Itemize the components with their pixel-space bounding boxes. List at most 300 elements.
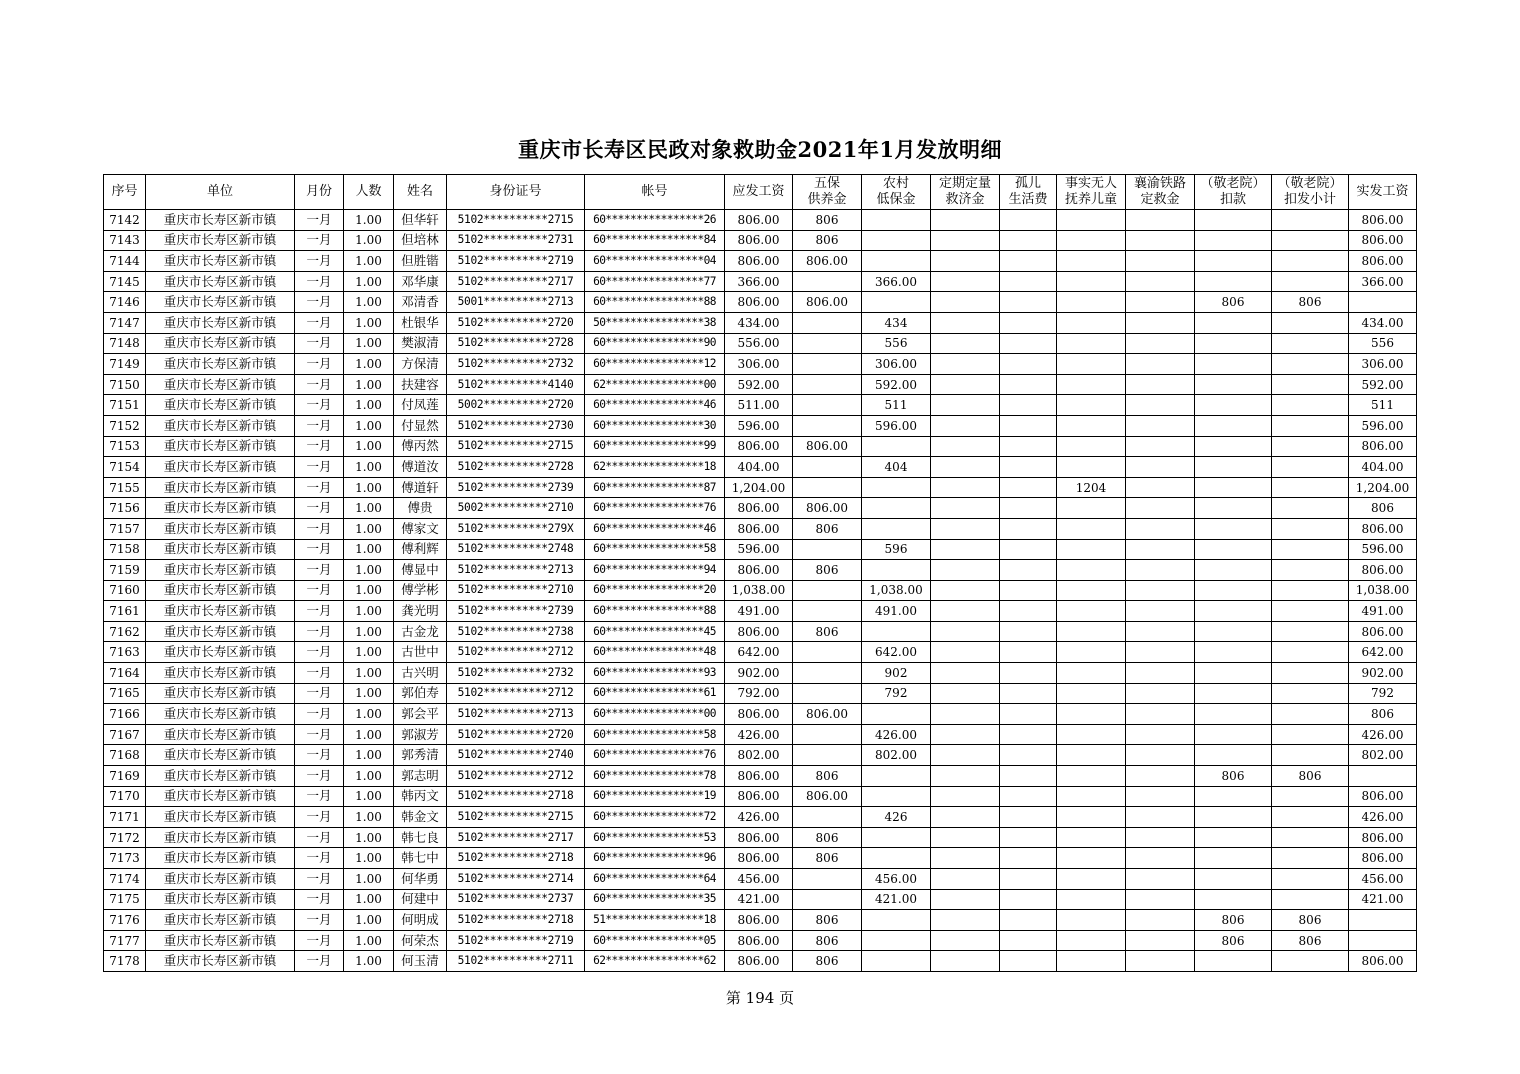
cell-seq: 7157	[104, 518, 146, 539]
cell-account: 60****************58	[585, 539, 725, 560]
header-name: 姓名	[394, 175, 447, 210]
cell-unattended-child	[1057, 951, 1126, 972]
cell-nursing-subtotal	[1272, 621, 1349, 642]
cell-payable: 511.00	[725, 395, 793, 416]
cell-month: 一月	[295, 580, 344, 601]
table-row	[104, 621, 1417, 642]
cell-account: 62****************62	[585, 951, 725, 972]
cell-month: 一月	[295, 951, 344, 972]
cell-orphan-living	[1000, 436, 1057, 457]
cell-name: 古兴明	[394, 663, 447, 684]
cell-orphan-living	[1000, 395, 1057, 416]
cell-xiangyu-railway	[1126, 827, 1195, 848]
cell-name: 邓华康	[394, 271, 447, 292]
cell-rural-subsistence: 456.00	[862, 869, 931, 890]
cell-fixed-relief	[931, 415, 1000, 436]
cell-xiangyu-railway	[1126, 704, 1195, 725]
cell-fixed-relief	[931, 477, 1000, 498]
cell-count: 1.00	[344, 704, 394, 725]
cell-unit: 重庆市长寿区新市镇	[146, 333, 295, 354]
cell-unattended-child	[1057, 498, 1126, 519]
cell-orphan-living	[1000, 930, 1057, 951]
cell-account: 60****************00	[585, 704, 725, 725]
cell-five-guarantee: 806	[793, 930, 862, 951]
cell-account: 60****************94	[585, 560, 725, 581]
cell-seq: 7163	[104, 642, 146, 663]
cell-xiangyu-railway	[1126, 560, 1195, 581]
cell-month: 一月	[295, 333, 344, 354]
cell-count: 1.00	[344, 333, 394, 354]
cell-orphan-living	[1000, 745, 1057, 766]
cell-nursing-deduction	[1195, 724, 1272, 745]
cell-unit: 重庆市长寿区新市镇	[146, 230, 295, 251]
cell-id-number: 5102**********2728	[447, 457, 585, 478]
cell-actual-pay: 511	[1349, 395, 1417, 416]
cell-fixed-relief	[931, 663, 1000, 684]
cell-nursing-subtotal	[1272, 210, 1349, 231]
cell-nursing-deduction	[1195, 663, 1272, 684]
cell-actual-pay: 806.00	[1349, 848, 1417, 869]
cell-five-guarantee: 806	[793, 210, 862, 231]
cell-nursing-subtotal	[1272, 642, 1349, 663]
cell-rural-subsistence	[862, 251, 931, 272]
cell-xiangyu-railway	[1126, 292, 1195, 313]
cell-orphan-living	[1000, 457, 1057, 478]
cell-actual-pay: 806.00	[1349, 436, 1417, 457]
cell-rural-subsistence	[862, 560, 931, 581]
cell-unit: 重庆市长寿区新市镇	[146, 436, 295, 457]
cell-id-number: 5102**********2732	[447, 663, 585, 684]
cell-unit: 重庆市长寿区新市镇	[146, 601, 295, 622]
cell-orphan-living	[1000, 477, 1057, 498]
cell-orphan-living	[1000, 827, 1057, 848]
cell-nursing-deduction: 806	[1195, 292, 1272, 313]
table-row	[104, 374, 1417, 395]
cell-unattended-child	[1057, 827, 1126, 848]
cell-unit: 重庆市长寿区新市镇	[146, 560, 295, 581]
cell-count: 1.00	[344, 889, 394, 910]
cell-unattended-child	[1057, 745, 1126, 766]
cell-id-number: 5102**********2713	[447, 560, 585, 581]
cell-unit: 重庆市长寿区新市镇	[146, 271, 295, 292]
cell-xiangyu-railway	[1126, 786, 1195, 807]
cell-fixed-relief	[931, 930, 1000, 951]
cell-account: 60****************84	[585, 230, 725, 251]
cell-name: 郭会平	[394, 704, 447, 725]
header-payable: 应发工资	[725, 175, 793, 210]
cell-account: 60****************04	[585, 251, 725, 272]
cell-fixed-relief	[931, 518, 1000, 539]
cell-nursing-deduction: 806	[1195, 930, 1272, 951]
cell-xiangyu-railway	[1126, 210, 1195, 231]
cell-name: 杜银华	[394, 312, 447, 333]
cell-nursing-subtotal	[1272, 560, 1349, 581]
cell-month: 一月	[295, 271, 344, 292]
cell-orphan-living	[1000, 869, 1057, 890]
table-row	[104, 539, 1417, 560]
cell-nursing-deduction	[1195, 271, 1272, 292]
cell-unit: 重庆市长寿区新市镇	[146, 374, 295, 395]
cell-unattended-child	[1057, 333, 1126, 354]
cell-rural-subsistence	[862, 210, 931, 231]
table-row	[104, 807, 1417, 828]
cell-rural-subsistence: 556	[862, 333, 931, 354]
cell-unit: 重庆市长寿区新市镇	[146, 704, 295, 725]
cell-fixed-relief	[931, 436, 1000, 457]
cell-account: 60****************88	[585, 292, 725, 313]
cell-unattended-child	[1057, 724, 1126, 745]
cell-seq: 7143	[104, 230, 146, 251]
cell-nursing-subtotal	[1272, 457, 1349, 478]
cell-month: 一月	[295, 354, 344, 375]
cell-fixed-relief	[931, 827, 1000, 848]
cell-nursing-subtotal: 806	[1272, 766, 1349, 787]
cell-account: 60****************48	[585, 642, 725, 663]
cell-id-number: 5102**********4140	[447, 374, 585, 395]
cell-nursing-deduction	[1195, 415, 1272, 436]
cell-name: 傅贵	[394, 498, 447, 519]
cell-five-guarantee: 806	[793, 848, 862, 869]
cell-unit: 重庆市长寿区新市镇	[146, 580, 295, 601]
cell-id-number: 5102**********2715	[447, 807, 585, 828]
cell-nursing-subtotal	[1272, 354, 1349, 375]
cell-seq: 7162	[104, 621, 146, 642]
cell-xiangyu-railway	[1126, 271, 1195, 292]
cell-id-number: 5102**********2739	[447, 601, 585, 622]
cell-seq: 7177	[104, 930, 146, 951]
cell-seq: 7142	[104, 210, 146, 231]
cell-id-number: 5102**********2717	[447, 271, 585, 292]
cell-unattended-child	[1057, 312, 1126, 333]
cell-account: 60****************76	[585, 498, 725, 519]
cell-xiangyu-railway	[1126, 951, 1195, 972]
cell-five-guarantee: 806.00	[793, 786, 862, 807]
cell-account: 60****************12	[585, 354, 725, 375]
cell-fixed-relief	[931, 951, 1000, 972]
cell-id-number: 5102**********2718	[447, 786, 585, 807]
cell-orphan-living	[1000, 415, 1057, 436]
cell-actual-pay: 806.00	[1349, 951, 1417, 972]
cell-month: 一月	[295, 642, 344, 663]
cell-seq: 7146	[104, 292, 146, 313]
cell-nursing-deduction	[1195, 518, 1272, 539]
cell-month: 一月	[295, 210, 344, 231]
cell-nursing-subtotal: 806	[1272, 910, 1349, 931]
cell-orphan-living	[1000, 292, 1057, 313]
cell-nursing-subtotal	[1272, 683, 1349, 704]
cell-month: 一月	[295, 869, 344, 890]
cell-nursing-deduction	[1195, 539, 1272, 560]
cell-month: 一月	[295, 786, 344, 807]
cell-nursing-subtotal	[1272, 395, 1349, 416]
cell-rural-subsistence	[862, 930, 931, 951]
cell-name: 郭秀清	[394, 745, 447, 766]
cell-month: 一月	[295, 374, 344, 395]
cell-rural-subsistence: 491.00	[862, 601, 931, 622]
cell-actual-pay: 806.00	[1349, 230, 1417, 251]
cell-month: 一月	[295, 724, 344, 745]
cell-payable: 1,038.00	[725, 580, 793, 601]
cell-xiangyu-railway	[1126, 930, 1195, 951]
cell-nursing-deduction	[1195, 683, 1272, 704]
cell-payable: 592.00	[725, 374, 793, 395]
cell-name: 何建中	[394, 889, 447, 910]
cell-unit: 重庆市长寿区新市镇	[146, 869, 295, 890]
cell-rural-subsistence: 404	[862, 457, 931, 478]
cell-seq: 7168	[104, 745, 146, 766]
cell-id-number: 5102**********279X	[447, 518, 585, 539]
cell-count: 1.00	[344, 724, 394, 745]
cell-count: 1.00	[344, 807, 394, 828]
cell-unit: 重庆市长寿区新市镇	[146, 457, 295, 478]
cell-name: 邓清香	[394, 292, 447, 313]
cell-fixed-relief	[931, 354, 1000, 375]
cell-xiangyu-railway	[1126, 374, 1195, 395]
cell-id-number: 5102**********2728	[447, 333, 585, 354]
cell-count: 1.00	[344, 930, 394, 951]
cell-actual-pay: 306.00	[1349, 354, 1417, 375]
cell-name: 何荣杰	[394, 930, 447, 951]
cell-nursing-deduction	[1195, 251, 1272, 272]
cell-unit: 重庆市长寿区新市镇	[146, 663, 295, 684]
cell-account: 60****************35	[585, 889, 725, 910]
cell-rural-subsistence	[862, 498, 931, 519]
cell-nursing-deduction	[1195, 312, 1272, 333]
cell-name: 但华轩	[394, 210, 447, 231]
cell-five-guarantee: 806	[793, 910, 862, 931]
cell-rural-subsistence	[862, 848, 931, 869]
cell-id-number: 5002**********2720	[447, 395, 585, 416]
cell-orphan-living	[1000, 848, 1057, 869]
cell-rural-subsistence: 802.00	[862, 745, 931, 766]
cell-id-number: 5102**********2710	[447, 580, 585, 601]
cell-name: 韩七良	[394, 827, 447, 848]
cell-unattended-child	[1057, 869, 1126, 890]
cell-nursing-deduction	[1195, 436, 1272, 457]
cell-unit: 重庆市长寿区新市镇	[146, 910, 295, 931]
cell-rural-subsistence: 421.00	[862, 889, 931, 910]
cell-seq: 7158	[104, 539, 146, 560]
cell-xiangyu-railway	[1126, 580, 1195, 601]
cell-unattended-child	[1057, 848, 1126, 869]
cell-nursing-subtotal	[1272, 704, 1349, 725]
cell-rural-subsistence	[862, 766, 931, 787]
cell-count: 1.00	[344, 374, 394, 395]
cell-five-guarantee	[793, 663, 862, 684]
cell-orphan-living	[1000, 333, 1057, 354]
cell-account: 60****************58	[585, 724, 725, 745]
cell-payable: 806.00	[725, 621, 793, 642]
cell-fixed-relief	[931, 251, 1000, 272]
cell-fixed-relief	[931, 601, 1000, 622]
cell-nursing-deduction	[1195, 848, 1272, 869]
cell-rural-subsistence: 596.00	[862, 415, 931, 436]
cell-name: 傅丙然	[394, 436, 447, 457]
cell-unattended-child	[1057, 271, 1126, 292]
cell-orphan-living	[1000, 642, 1057, 663]
cell-fixed-relief	[931, 807, 1000, 828]
cell-id-number: 5102**********2711	[447, 951, 585, 972]
cell-unattended-child	[1057, 518, 1126, 539]
cell-payable: 806.00	[725, 230, 793, 251]
cell-rural-subsistence: 592.00	[862, 374, 931, 395]
cell-nursing-deduction	[1195, 560, 1272, 581]
cell-actual-pay: 806.00	[1349, 786, 1417, 807]
cell-five-guarantee: 806	[793, 621, 862, 642]
cell-fixed-relief	[931, 498, 1000, 519]
cell-five-guarantee: 806.00	[793, 436, 862, 457]
table-row	[104, 436, 1417, 457]
cell-five-guarantee: 806.00	[793, 292, 862, 313]
cell-actual-pay: 806.00	[1349, 621, 1417, 642]
cell-fixed-relief	[931, 312, 1000, 333]
cell-actual-pay: 806	[1349, 704, 1417, 725]
cell-id-number: 5102**********2739	[447, 477, 585, 498]
cell-orphan-living	[1000, 230, 1057, 251]
cell-xiangyu-railway	[1126, 333, 1195, 354]
cell-month: 一月	[295, 415, 344, 436]
cell-xiangyu-railway	[1126, 477, 1195, 498]
cell-xiangyu-railway	[1126, 230, 1195, 251]
cell-count: 1.00	[344, 539, 394, 560]
table-row	[104, 354, 1417, 375]
cell-orphan-living	[1000, 683, 1057, 704]
cell-nursing-subtotal	[1272, 827, 1349, 848]
cell-fixed-relief	[931, 848, 1000, 869]
cell-orphan-living	[1000, 498, 1057, 519]
cell-name: 韩七中	[394, 848, 447, 869]
cell-seq: 7171	[104, 807, 146, 828]
cell-account: 60****************61	[585, 683, 725, 704]
cell-payable: 806.00	[725, 930, 793, 951]
cell-actual-pay: 802.00	[1349, 745, 1417, 766]
cell-orphan-living	[1000, 539, 1057, 560]
cell-five-guarantee: 806	[793, 951, 862, 972]
cell-rural-subsistence	[862, 477, 931, 498]
cell-count: 1.00	[344, 518, 394, 539]
cell-month: 一月	[295, 498, 344, 519]
cell-rural-subsistence	[862, 827, 931, 848]
cell-nursing-deduction	[1195, 210, 1272, 231]
cell-name: 方保清	[394, 354, 447, 375]
table-row	[104, 271, 1417, 292]
cell-five-guarantee	[793, 580, 862, 601]
cell-account: 50****************38	[585, 312, 725, 333]
cell-unit: 重庆市长寿区新市镇	[146, 848, 295, 869]
cell-seq: 7153	[104, 436, 146, 457]
cell-account: 60****************64	[585, 869, 725, 890]
table-row	[104, 889, 1417, 910]
cell-xiangyu-railway	[1126, 910, 1195, 931]
cell-unattended-child	[1057, 354, 1126, 375]
cell-nursing-subtotal	[1272, 869, 1349, 890]
cell-unit: 重庆市长寿区新市镇	[146, 354, 295, 375]
cell-orphan-living	[1000, 724, 1057, 745]
cell-xiangyu-railway	[1126, 642, 1195, 663]
cell-actual-pay: 592.00	[1349, 374, 1417, 395]
cell-orphan-living	[1000, 621, 1057, 642]
cell-five-guarantee	[793, 271, 862, 292]
cell-fixed-relief	[931, 745, 1000, 766]
table-row	[104, 560, 1417, 581]
cell-actual-pay	[1349, 766, 1417, 787]
cell-actual-pay: 806.00	[1349, 210, 1417, 231]
cell-name: 郭志明	[394, 766, 447, 787]
cell-xiangyu-railway	[1126, 251, 1195, 272]
cell-actual-pay: 404.00	[1349, 457, 1417, 478]
cell-rural-subsistence: 902	[862, 663, 931, 684]
cell-nursing-subtotal	[1272, 312, 1349, 333]
cell-nursing-deduction	[1195, 642, 1272, 663]
cell-orphan-living	[1000, 786, 1057, 807]
cell-name: 但胜锴	[394, 251, 447, 272]
cell-nursing-deduction	[1195, 827, 1272, 848]
cell-fixed-relief	[931, 539, 1000, 560]
cell-account: 60****************87	[585, 477, 725, 498]
table-row	[104, 498, 1417, 519]
cell-unit: 重庆市长寿区新市镇	[146, 477, 295, 498]
cell-payable: 806.00	[725, 560, 793, 581]
cell-month: 一月	[295, 889, 344, 910]
cell-seq: 7165	[104, 683, 146, 704]
cell-nursing-subtotal	[1272, 518, 1349, 539]
cell-month: 一月	[295, 663, 344, 684]
cell-xiangyu-railway	[1126, 457, 1195, 478]
cell-unit: 重庆市长寿区新市镇	[146, 724, 295, 745]
cell-xiangyu-railway	[1126, 766, 1195, 787]
cell-payable: 806.00	[725, 251, 793, 272]
cell-five-guarantee	[793, 457, 862, 478]
cell-xiangyu-railway	[1126, 601, 1195, 622]
cell-xiangyu-railway	[1126, 518, 1195, 539]
cell-five-guarantee: 806	[793, 560, 862, 581]
cell-count: 1.00	[344, 683, 394, 704]
cell-actual-pay: 596.00	[1349, 539, 1417, 560]
cell-nursing-deduction	[1195, 786, 1272, 807]
cell-seq: 7144	[104, 251, 146, 272]
cell-unit: 重庆市长寿区新市镇	[146, 312, 295, 333]
table-row	[104, 663, 1417, 684]
cell-unattended-child	[1057, 374, 1126, 395]
cell-nursing-subtotal	[1272, 415, 1349, 436]
cell-nursing-subtotal	[1272, 477, 1349, 498]
cell-nursing-subtotal	[1272, 889, 1349, 910]
cell-seq: 7166	[104, 704, 146, 725]
cell-account: 60****************96	[585, 848, 725, 869]
cell-actual-pay: 1,038.00	[1349, 580, 1417, 601]
cell-nursing-deduction	[1195, 457, 1272, 478]
cell-id-number: 5102**********2719	[447, 930, 585, 951]
table-row	[104, 457, 1417, 478]
cell-month: 一月	[295, 457, 344, 478]
cell-actual-pay: 491.00	[1349, 601, 1417, 622]
cell-rural-subsistence	[862, 518, 931, 539]
cell-five-guarantee: 806	[793, 827, 862, 848]
cell-orphan-living	[1000, 560, 1057, 581]
cell-name: 古世中	[394, 642, 447, 663]
cell-rural-subsistence: 511	[862, 395, 931, 416]
cell-count: 1.00	[344, 848, 394, 869]
header-count: 人数	[344, 175, 394, 210]
cell-account: 60****************76	[585, 745, 725, 766]
cell-unattended-child	[1057, 230, 1126, 251]
cell-five-guarantee	[793, 395, 862, 416]
cell-count: 1.00	[344, 560, 394, 581]
cell-name: 付显然	[394, 415, 447, 436]
cell-id-number: 5102**********2720	[447, 724, 585, 745]
cell-orphan-living	[1000, 312, 1057, 333]
cell-count: 1.00	[344, 663, 394, 684]
